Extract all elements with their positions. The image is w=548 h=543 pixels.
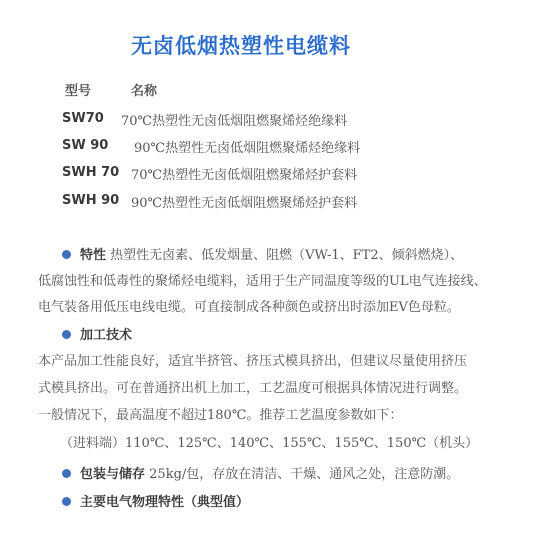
electrical-label: 主要电气物理特性（典型值） <box>80 495 250 510</box>
model-code: SW 90 <box>62 138 109 153</box>
features-line-3: 电气装备用低压电线电缆。可直接制成各种颜色或挤出时添加EV色母粒。 <box>38 300 460 315</box>
model-name: 70℃热塑性无卤低烟阻燃聚烯烃绝缘料 <box>121 114 348 129</box>
bullet-icon <box>62 250 71 259</box>
page-title: 无卤低烟热塑性电缆料 <box>131 34 351 58</box>
features-line-2: 低腐蚀性和低毒性的聚烯烃电缆料，适用于生产同温度等级的UL电气连接线、 <box>38 274 487 289</box>
storage-text: 25kg/包，存放在清洁、干燥、通风之处，注意防潮。 <box>149 467 460 482</box>
features-line-1 <box>80 244 463 263</box>
processing-label: 加工技术 <box>80 328 133 343</box>
bullet-icon <box>62 497 71 506</box>
model-code: SWH 70 <box>62 165 120 180</box>
storage-label: 包装与储存 <box>80 467 146 482</box>
processing-temperatures: （进料端）110℃、125℃、140℃、155℃、155℃、150℃（机头） <box>60 436 479 451</box>
bullet-icon <box>62 469 71 478</box>
model-code: SW70 <box>62 111 104 126</box>
processing-line-1: 本产品加工性能良好，适宜半挤管、挤压式模具挤出，但建议尽量使用挤压 <box>38 354 468 369</box>
storage-line <box>80 463 459 482</box>
processing-line-2: 式模具挤出。可在普通挤出机上加工，工艺温度可根据具体情况进行调整。 <box>38 381 468 396</box>
model-name: 70℃热塑性无卤低烟阻燃聚烯烃护套料 <box>131 168 358 183</box>
features-text: 热塑性无卤素、低发烟量、阻燃（VW-1、FT2、倾斜燃烧）、 <box>110 248 464 263</box>
model-name: 90℃热塑性无卤低烟阻燃聚烯烃护套料 <box>131 196 358 211</box>
bullet-icon <box>62 330 71 339</box>
model-code: SWH 90 <box>62 193 120 208</box>
processing-line-3: 一般情况下，最高温度不超过180℃。推荐工艺温度参数如下： <box>38 408 403 423</box>
model-name: 90℃热塑性无卤低烟阻燃聚烯烃绝缘料 <box>134 141 361 156</box>
header-model: 型号 <box>65 84 92 99</box>
features-label: 特性 <box>80 248 107 263</box>
header-name: 名称 <box>131 84 158 99</box>
